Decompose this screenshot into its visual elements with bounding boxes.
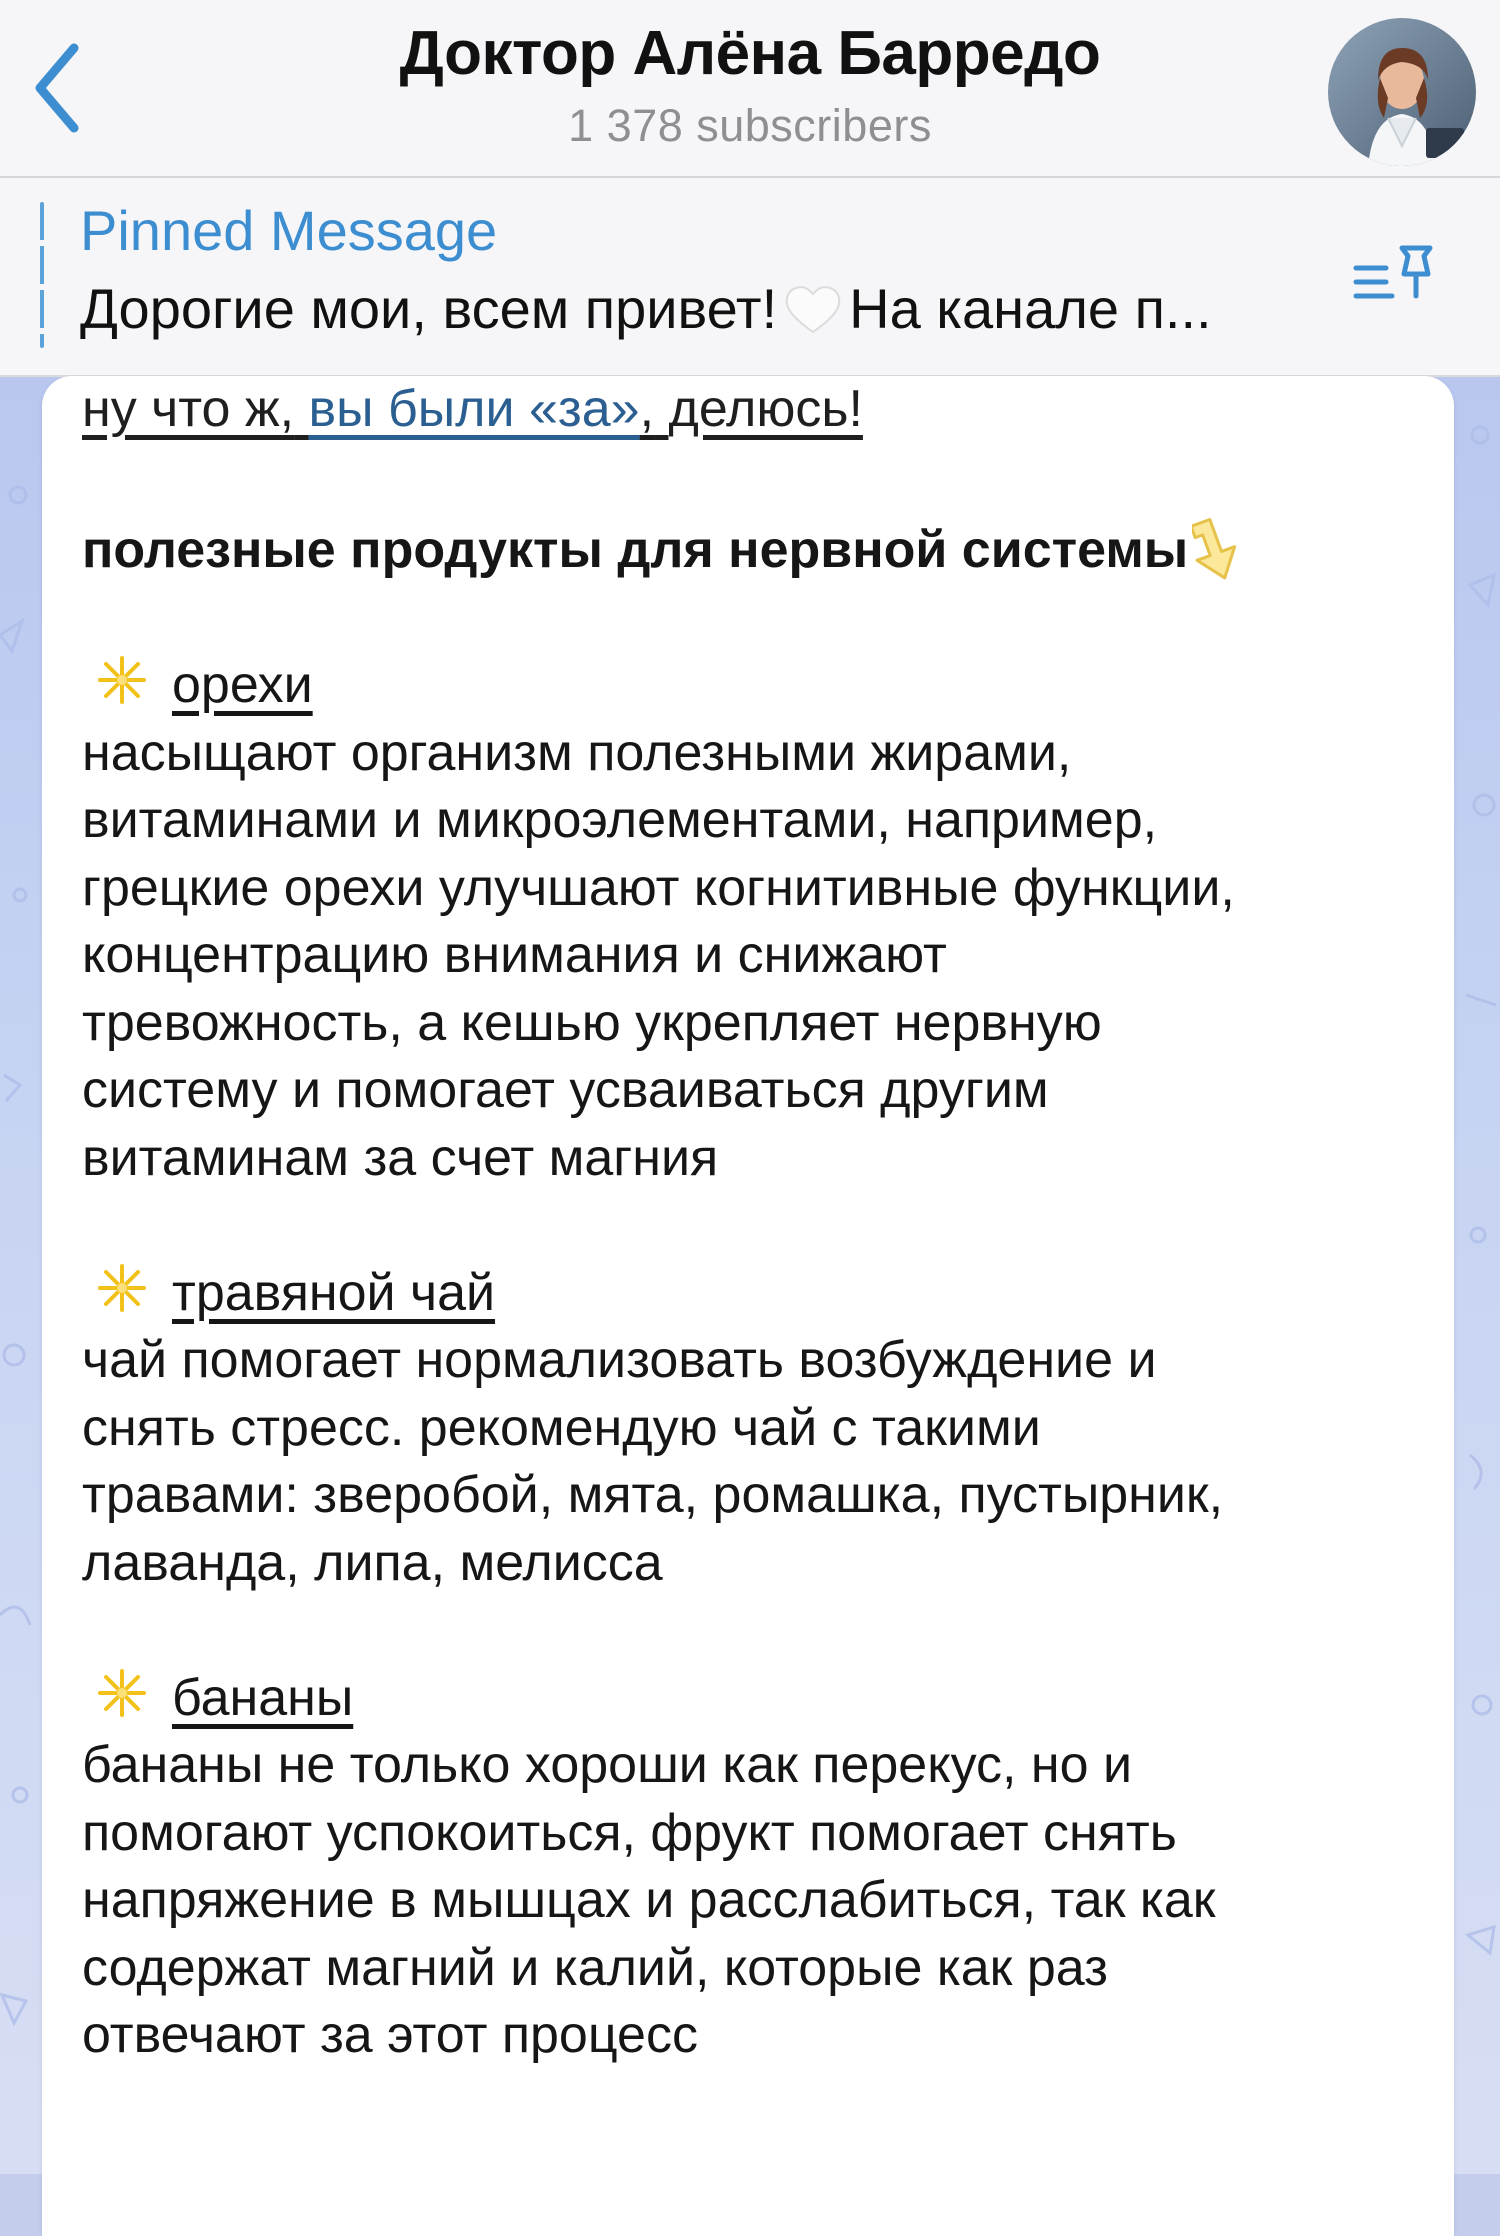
pinned-indicator [40,202,44,348]
message-bubble[interactable] [42,376,1454,2236]
message-heading [82,511,1422,585]
item-title-line [82,1260,1422,1328]
chat-header [0,0,1500,178]
item-line: лаванда, липа, мелисса [82,1533,663,1592]
sparkle-icon [94,1260,150,1316]
channel-avatar[interactable] [1328,18,1476,166]
item-title-line [82,652,1422,720]
item-line: насыщают организм полезными жирами, [82,723,1072,782]
item-line: чай помогает нормализовать возбуждение и [82,1331,1157,1389]
item-line: травами: зверобой, мята, ромашка, пустырник, [82,1466,1224,1524]
intro-part-1: ну что ж, [82,380,295,438]
pinned-list-icon [1352,234,1444,318]
message-intro [82,376,1422,444]
subscriber-count: 1 378 subscribers [568,100,932,151]
intro-part-3: , [639,380,655,438]
message-text [82,376,1422,2070]
intro-part-4: делюсь! [668,380,863,438]
sparkle-icon [94,1665,150,1721]
pinned-preview [80,276,1360,341]
pinned-label: Pinned Message [80,199,498,262]
item-title: травяной чай [172,1263,496,1322]
pinned-text-start: Дорогие мои, всем привет! [80,277,778,340]
item-line: витаминам за счет магния [82,1128,719,1187]
pinned-text-end: На канале п... [849,277,1212,340]
item-line: содержат магний и калий, которые как раз [82,1938,1108,1997]
heading-text: полезные продукты для нервной системы [82,521,1189,579]
channel-title[interactable]: Доктор Алёна Барредо [399,19,1101,88]
item-line: витаминами и микроэлементами, например, [82,791,1158,849]
item-line: бананы не только хороши как перекус, но и [82,1736,1133,1794]
pinned-message-bar[interactable] [0,178,1500,377]
item-line: систему и помогает усваиваться другим [82,1061,1049,1119]
item-line: отвечают за этот процесс [82,2006,698,2064]
item-title-line [82,1665,1422,1733]
pinned-list-button[interactable] [1352,234,1444,318]
white-heart-icon [783,282,843,336]
item-line: снять стресс. рекомендую чай с такими [82,1398,1041,1457]
item-line: грецкие орехи улучшают когнитивные функции, [82,858,1235,917]
item-title: бананы [172,1668,354,1727]
item-title: орехи [172,656,313,714]
item-line: помогают успокоиться, фрукт помогает снять [82,1803,1177,1862]
arrow-down-right-icon [1192,511,1252,583]
item-line: концентрацию внимания и снижают [82,926,947,984]
intro-link[interactable]: вы были «за» [308,380,640,438]
sparkle-icon [94,652,150,708]
item-line: напряжение в мышцах и расслабиться, так как [82,1871,1216,1929]
avatar-image [1328,18,1476,166]
item-line: тревожность, а кешью укрепляет нервную [82,993,1102,1052]
